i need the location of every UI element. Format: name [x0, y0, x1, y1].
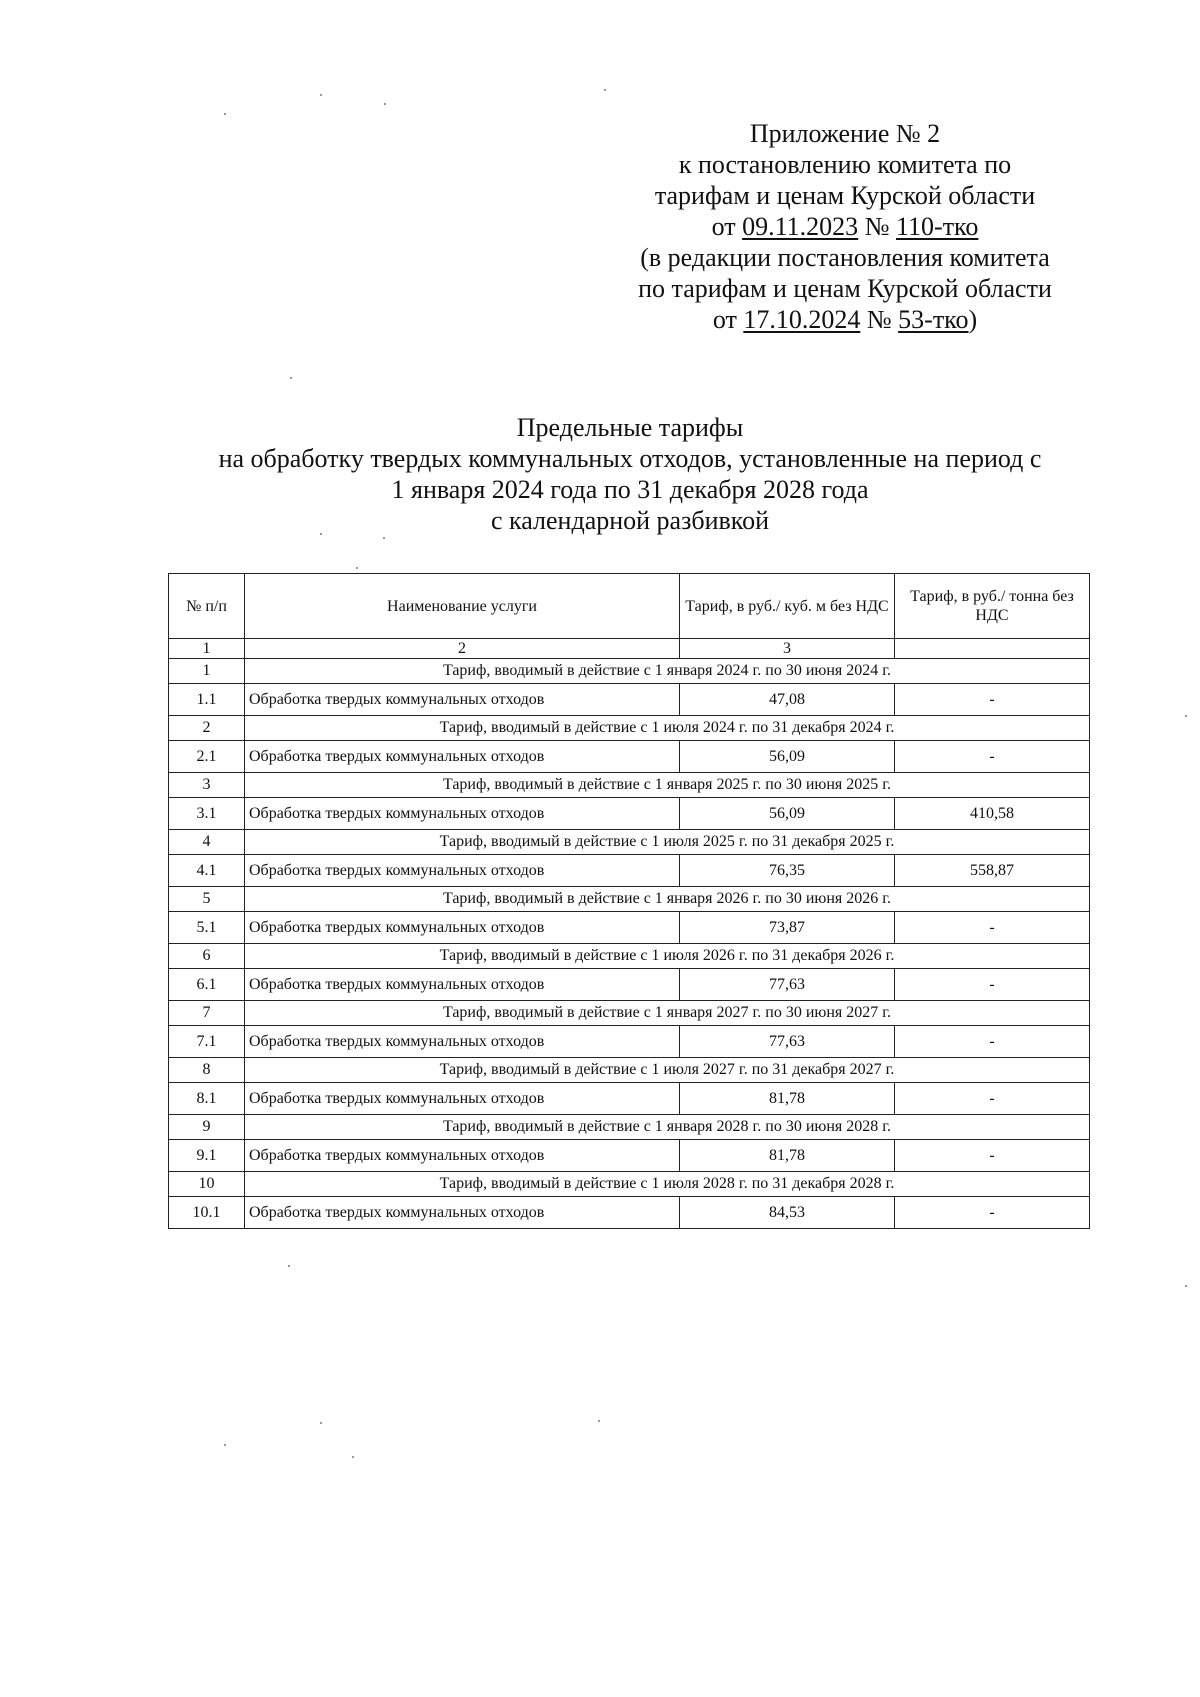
tariff-t-value: 410,58	[895, 798, 1090, 830]
amendment-date-line	[610, 304, 1080, 335]
amendment-date: 17.10.2024	[743, 305, 861, 334]
table-row	[169, 1083, 1090, 1115]
tariff-m3-value: 84,53	[680, 1197, 895, 1229]
table-row	[169, 798, 1090, 830]
item-number: 1.1	[169, 684, 245, 716]
column-number: 3	[680, 639, 895, 659]
period-description: Тариф, вводимый в действие с 1 января 2024 г. по 30 июня 2024 г.	[245, 659, 1090, 684]
tariff-t-value: -	[895, 969, 1090, 1001]
period-row	[169, 716, 1090, 741]
service-name: Обработка твердых коммунальных отходов	[245, 741, 680, 773]
period-description: Тариф, вводимый в действие с 1 июля 2028 г. по 31 декабря 2028 г.	[245, 1172, 1090, 1197]
number-sign: №	[864, 212, 890, 241]
period-description: Тариф, вводимый в действие с 1 января 2025 г. по 30 июня 2025 г.	[245, 773, 1090, 798]
scan-speck	[320, 94, 322, 96]
period-row	[169, 944, 1090, 969]
period-description: Тариф, вводимый в действие с 1 января 2027 г. по 30 июня 2027 г.	[245, 1001, 1090, 1026]
item-number: 7.1	[169, 1026, 245, 1058]
scan-speck	[320, 533, 322, 535]
tariff-t-value: 558,87	[895, 855, 1090, 887]
tariff-t-value: -	[895, 1197, 1090, 1229]
tariff-m3-value: 81,78	[680, 1140, 895, 1172]
column-numbers-row	[169, 639, 1090, 659]
column-number: 1	[169, 639, 245, 659]
item-number: 8.1	[169, 1083, 245, 1115]
scan-speck	[604, 89, 606, 91]
period-row	[169, 659, 1090, 684]
service-name: Обработка твердых коммунальных отходов	[245, 969, 680, 1001]
period-number: 8	[169, 1058, 245, 1083]
tariff-m3-value: 47,08	[680, 684, 895, 716]
scan-speck	[288, 1265, 290, 1267]
tariff-m3-value: 81,78	[680, 1083, 895, 1115]
period-number: 3	[169, 773, 245, 798]
title-line: с календарной разбивкой	[490, 506, 770, 535]
period-number: 4	[169, 830, 245, 855]
table-header-row	[169, 574, 1090, 639]
item-number: 4.1	[169, 855, 245, 887]
scan-speck	[1185, 715, 1187, 717]
period-description: Тариф, вводимый в действие с 1 января 2028 г. по 30 июня 2028 г.	[245, 1115, 1090, 1140]
date-prefix: от	[711, 212, 736, 241]
tariff-t-value: -	[895, 1140, 1090, 1172]
period-row	[169, 887, 1090, 912]
amendment-line: (в редакции постановления комитета	[640, 243, 1050, 272]
service-name: Обработка твердых коммунальных отходов	[245, 1197, 680, 1229]
table-row	[169, 1140, 1090, 1172]
tariff-t-value: -	[895, 684, 1090, 716]
service-name: Обработка твердых коммунальных отходов	[245, 1026, 680, 1058]
document-title	[150, 412, 1110, 536]
item-number: 3.1	[169, 798, 245, 830]
scan-speck	[1185, 1285, 1187, 1287]
period-description: Тариф, вводимый в действие с 1 июля 2026 г. по 31 декабря 2026 г.	[245, 944, 1090, 969]
period-number: 7	[169, 1001, 245, 1026]
item-number: 5.1	[169, 912, 245, 944]
title-line: на обработку твердых коммунальных отходов, установленные на период с	[218, 444, 1042, 473]
tariff-m3-value: 77,63	[680, 1026, 895, 1058]
period-number: 10	[169, 1172, 245, 1197]
table-row	[169, 684, 1090, 716]
service-name: Обработка твердых коммунальных отходов	[245, 912, 680, 944]
tariff-m3-value: 76,35	[680, 855, 895, 887]
period-row	[169, 1172, 1090, 1197]
closing-paren: )	[968, 305, 978, 334]
appendix-number: Приложение № 2	[749, 119, 941, 148]
header-tariff-t: Тариф, в руб./ тонна без НДС	[895, 574, 1090, 639]
resolution-number: 110-тко	[896, 212, 979, 241]
item-number: 9.1	[169, 1140, 245, 1172]
appendix-ref-line: тарифам и ценам Курской области	[654, 181, 1036, 210]
number-sign: №	[866, 305, 892, 334]
header-num: № п/п	[169, 574, 245, 639]
header-tariff-m3: Тариф, в руб./ куб. м без НДС	[680, 574, 895, 639]
period-row	[169, 830, 1090, 855]
period-number: 1	[169, 659, 245, 684]
period-number: 6	[169, 944, 245, 969]
appendix-ref-line: к постановлению комитета по	[678, 150, 1012, 179]
period-number: 5	[169, 887, 245, 912]
resolution-date: 09.11.2023	[742, 212, 859, 241]
tariff-m3-value: 77,63	[680, 969, 895, 1001]
period-number: 9	[169, 1115, 245, 1140]
tariff-t-value: -	[895, 1083, 1090, 1115]
appendix-header	[610, 118, 1080, 335]
table-row	[169, 912, 1090, 944]
item-number: 6.1	[169, 969, 245, 1001]
scan-speck	[384, 103, 386, 105]
tariff-t-value: -	[895, 912, 1090, 944]
scan-speck	[598, 1420, 600, 1422]
resolution-date-line	[610, 211, 1080, 242]
period-description: Тариф, вводимый в действие с 1 июля 2027 г. по 31 декабря 2027 г.	[245, 1058, 1090, 1083]
tariff-m3-value: 56,09	[680, 741, 895, 773]
period-row	[169, 1001, 1090, 1026]
item-number: 10.1	[169, 1197, 245, 1229]
tariff-table	[168, 573, 1090, 1229]
scan-speck	[356, 567, 358, 569]
scan-speck	[290, 377, 292, 379]
table-row	[169, 969, 1090, 1001]
tariff-t-value: -	[895, 1026, 1090, 1058]
period-row	[169, 1115, 1090, 1140]
tariff-t-value: -	[895, 741, 1090, 773]
column-number: 2	[245, 639, 680, 659]
date-prefix: от	[712, 305, 737, 334]
table-row	[169, 1197, 1090, 1229]
period-row	[169, 773, 1090, 798]
column-number	[895, 639, 1090, 659]
service-name: Обработка твердых коммунальных отходов	[245, 1140, 680, 1172]
title-line: Предельные тарифы	[516, 413, 744, 442]
tariff-m3-value: 73,87	[680, 912, 895, 944]
service-name: Обработка твердых коммунальных отходов	[245, 684, 680, 716]
header-service-name: Наименование услуги	[245, 574, 680, 639]
item-number: 2.1	[169, 741, 245, 773]
scan-speck	[224, 113, 226, 115]
scan-speck	[383, 537, 385, 539]
scan-speck	[320, 1422, 322, 1424]
amendment-line: по тарифам и ценам Курской области	[638, 274, 1052, 303]
table-row	[169, 1026, 1090, 1058]
table-row	[169, 855, 1090, 887]
scan-speck	[224, 1444, 226, 1446]
service-name: Обработка твердых коммунальных отходов	[245, 1083, 680, 1115]
title-line: 1 января 2024 года по 31 декабря 2028 года	[391, 475, 869, 504]
table-row	[169, 741, 1090, 773]
period-row	[169, 1058, 1090, 1083]
period-description: Тариф, вводимый в действие с 1 января 2026 г. по 30 июня 2026 г.	[245, 887, 1090, 912]
period-description: Тариф, вводимый в действие с 1 июля 2025 г. по 31 декабря 2025 г.	[245, 830, 1090, 855]
amendment-number: 53-тко	[898, 305, 969, 334]
period-description: Тариф, вводимый в действие с 1 июля 2024 г. по 31 декабря 2024 г.	[245, 716, 1090, 741]
service-name: Обработка твердых коммунальных отходов	[245, 855, 680, 887]
scan-speck	[352, 1456, 354, 1458]
period-number: 2	[169, 716, 245, 741]
service-name: Обработка твердых коммунальных отходов	[245, 798, 680, 830]
tariff-m3-value: 56,09	[680, 798, 895, 830]
